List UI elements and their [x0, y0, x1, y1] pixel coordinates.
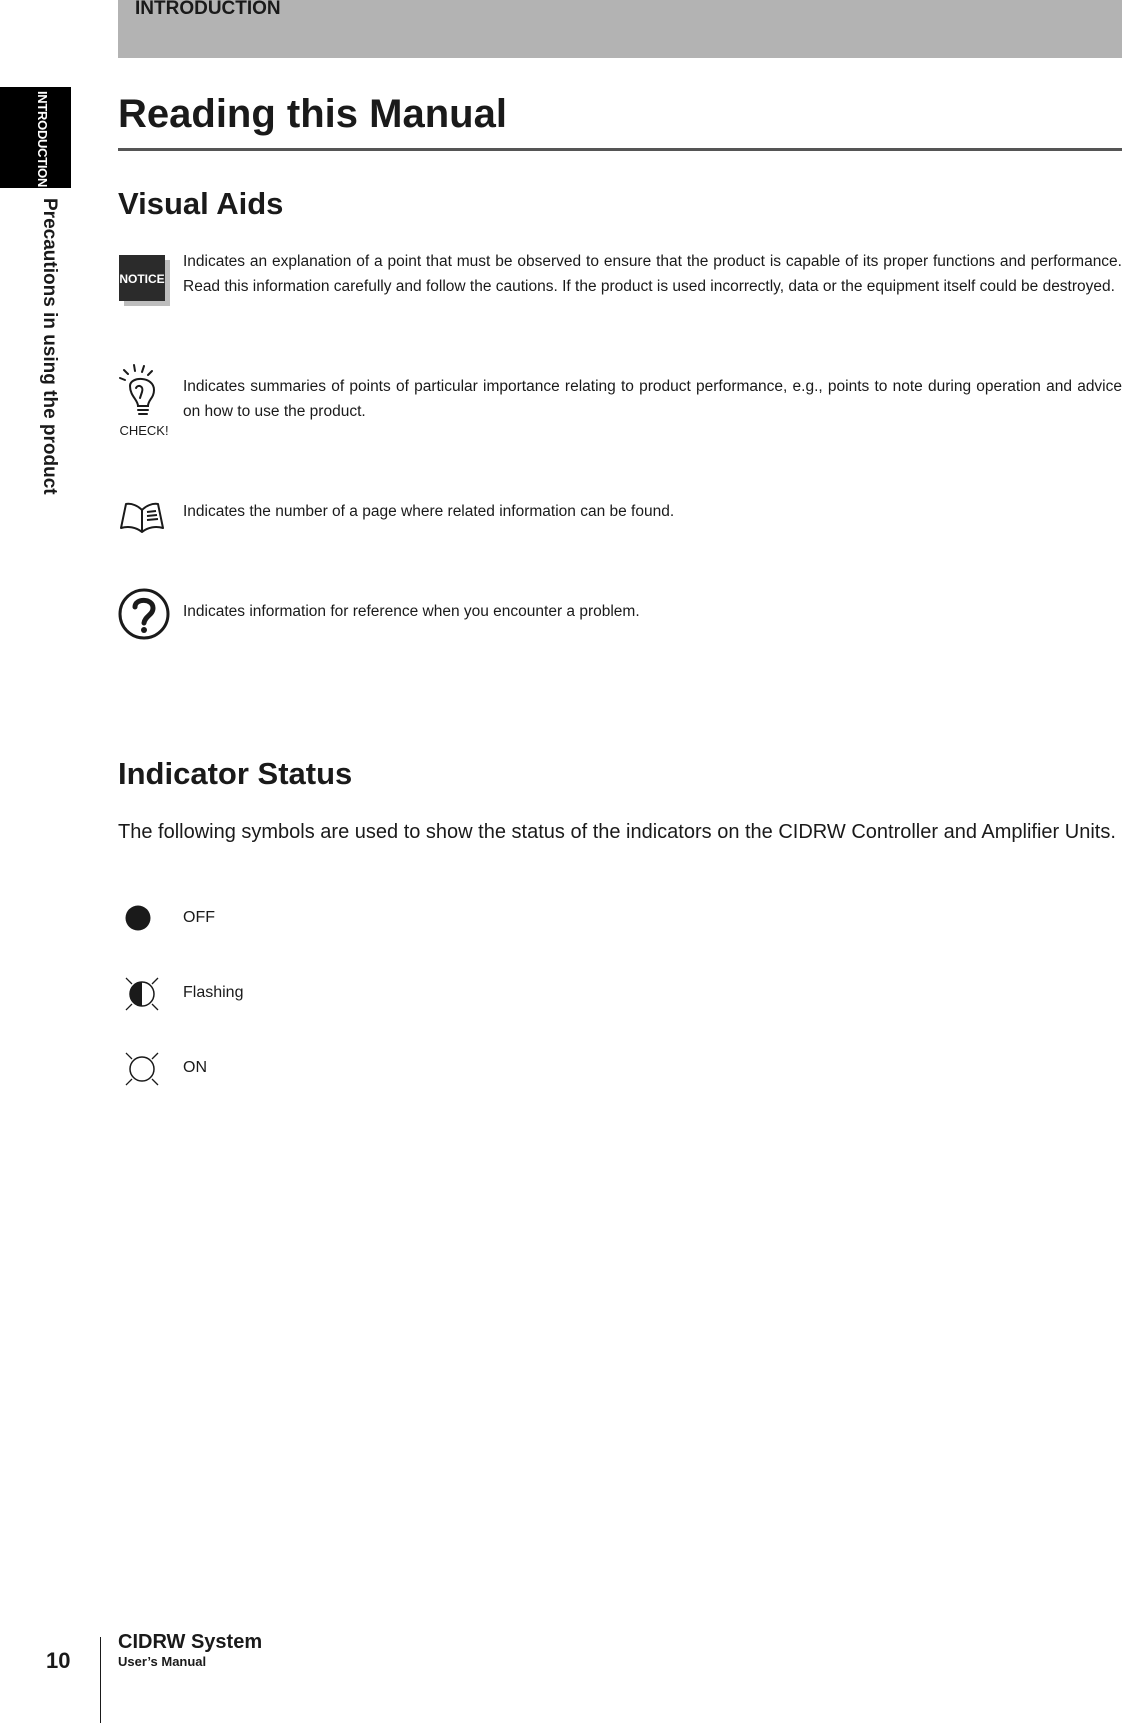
visual-aids-heading: Visual Aids: [118, 186, 284, 221]
question-description: Indicates information for reference when you encounter a problem.: [183, 603, 640, 620]
footer-subtitle: User’s Manual: [118, 1654, 207, 1669]
reference-book-icon: [118, 500, 166, 541]
indicator-on-icon: [124, 1051, 162, 1092]
notice-icon-text: NOTICE: [119, 272, 165, 286]
page-number: 10: [46, 1648, 71, 1673]
side-chapter-label: INTRODUCTION: [35, 91, 50, 188]
check-icon: [118, 362, 174, 445]
indicator-flashing-icon: [124, 976, 162, 1017]
check-description: Indicates summaries of points of particular importance relating to product performance, e.g., points to note during operation and advice on how to use the product.: [183, 378, 1122, 420]
header-bar: [118, 0, 1122, 58]
reference-description: Indicates the number of a page where related information can be found.: [183, 503, 675, 520]
footer-divider: [100, 1637, 101, 1723]
indicator-status-intro: The following symbols are used to show the status of the indicators on the CIDRW Controller and Amplifier Units.: [118, 821, 1116, 843]
question-icon: [118, 588, 170, 645]
header-label: INTRODUCTION: [135, 0, 281, 19]
notice-description: Indicates an explanation of a point that must be observed to ensure that the product is capable of its proper functions and performance. Read this information carefully and follow the cautions. If the product is used incorrectly, data or the equipment itself could be destroyed.: [183, 253, 1122, 295]
check-icon-text: CHECK!: [119, 423, 169, 438]
indicator-on-label: ON: [183, 1059, 207, 1076]
indicator-flashing-label: Flashing: [183, 984, 244, 1001]
title-divider: [118, 148, 1122, 151]
indicator-off-icon: [124, 904, 152, 937]
notice-icon: [118, 254, 172, 313]
footer-title: CIDRW System: [118, 1631, 263, 1653]
side-chapter-tab: [0, 87, 71, 188]
side-section-label: Precautions in using the product: [39, 198, 60, 495]
page-title: Reading this Manual: [118, 92, 507, 136]
indicator-status-heading: Indicator Status: [118, 756, 353, 791]
indicator-off-label: OFF: [183, 909, 215, 926]
